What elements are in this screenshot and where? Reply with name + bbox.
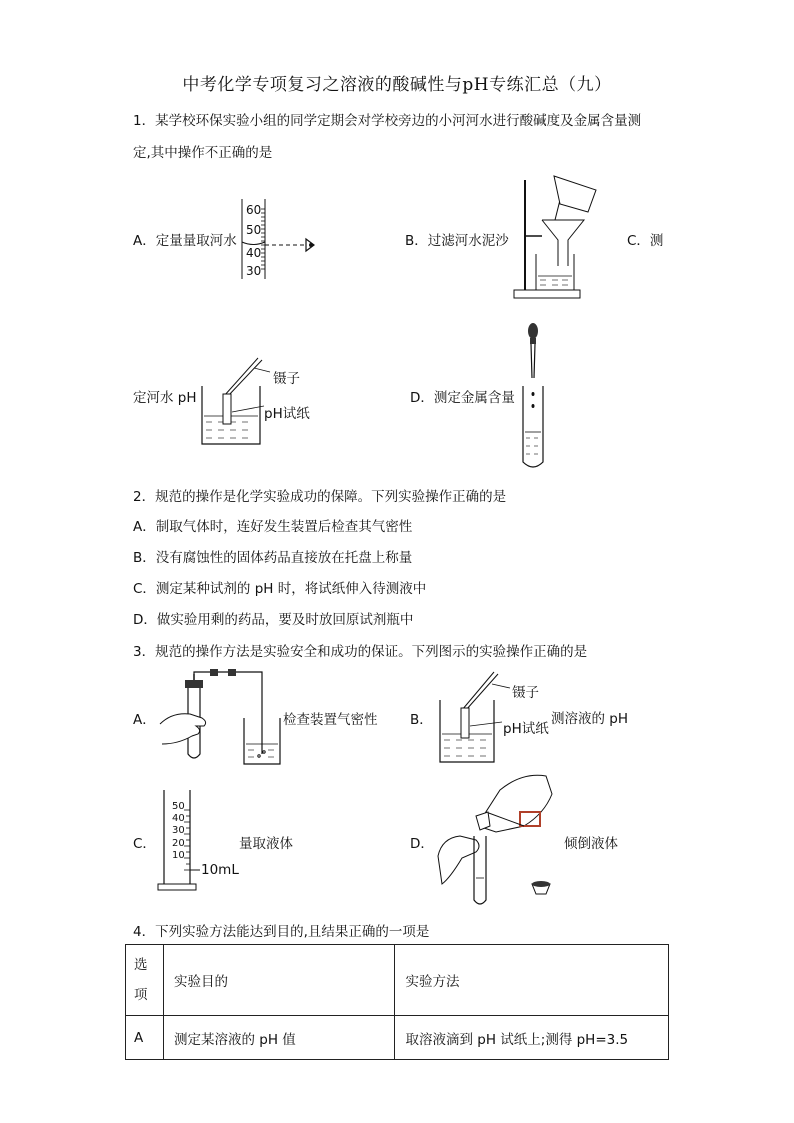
q3-b-label-ph-paper: pH试纸 <box>503 721 549 737</box>
q1-label-tweezers: 镊子 <box>273 371 300 387</box>
q4-table-header-row <box>126 945 669 1016</box>
q3-option-d-caption: 倾倒液体 <box>564 836 618 852</box>
q4-row-a-method: 取溶液滴到 pH 试纸上;测得 pH=3.5 <box>395 1016 669 1060</box>
q3-scale-40: 40 <box>172 813 185 825</box>
q3-scale-10: 10 <box>172 849 185 861</box>
q3-scale-20: 20 <box>172 837 185 849</box>
q1-label-ph-paper: pH试纸 <box>264 406 310 422</box>
q1-option-d: D．测定金属含量 <box>410 390 515 406</box>
q1-scale-60: 60 <box>246 203 262 217</box>
q1-scale-30: 30 <box>246 264 262 278</box>
q1-scale-40: 40 <box>246 246 262 260</box>
q2-option-d: D．做实验用剩的药品，要及时放回原试剂瓶中 <box>133 612 414 628</box>
q2-option-b: B．没有腐蚀性的固体药品直接放在托盘上称量 <box>133 550 413 566</box>
q3-airtightness-check-diagram <box>158 674 282 766</box>
q3-option-b-caption: 测溶液的 pH <box>551 711 629 727</box>
q1-option-a: A．定量量取河水 <box>133 233 237 249</box>
q4-header-purpose: 实验目的 <box>163 945 395 1016</box>
q3-option-c-caption: 量取液体 <box>239 836 293 852</box>
q4-header-method: 实验方法 <box>395 945 669 1016</box>
q3-option-c-letter: C． <box>133 836 156 852</box>
q4-header-option <box>126 945 164 1016</box>
q4-row-a-purpose: 测定某溶液的 pH 值 <box>163 1016 395 1060</box>
table-row <box>126 1016 669 1060</box>
q4-row-a-option: A <box>126 1016 164 1060</box>
q1-option-c-part1: C．测 <box>627 233 664 249</box>
q1-option-c-part2: 定河水 pH <box>133 390 197 406</box>
page-title: 中考化学专项复习之溶液的酸碱性与pH专练汇总（九） <box>182 75 612 95</box>
q2-option-a: A．制取气体时，连好发生装置后检查其气密性 <box>133 519 413 535</box>
q2-option-c: C．测定某种试剂的 pH 时，将试纸伸入待测液中 <box>133 581 427 597</box>
q3-b-label-tweezers: 镊子 <box>512 685 539 701</box>
q3-option-a-caption: 检查装置气密性 <box>283 712 378 728</box>
q3-cylinder-scale <box>172 801 185 862</box>
q4-stem: 4．下列实验方法能达到目的,且结果正确的一项是 <box>133 924 430 940</box>
q1-option-b: B．过滤河水泥沙 <box>405 233 509 249</box>
q3-scale-30: 30 <box>172 825 185 837</box>
q3-option-a-letter: A． <box>133 712 156 728</box>
q3-option-d-letter: D． <box>410 836 434 852</box>
q3-option-b-letter: B． <box>410 712 433 728</box>
q1-stem-line2: 定,其中操作不正确的是 <box>133 145 273 161</box>
q4-header-option-line2: 项 <box>134 987 148 1003</box>
q2-stem: 2．规范的操作是化学实验成功的保障。下列实验操作正确的是 <box>133 489 507 505</box>
q4-header-option-line1: 选 <box>134 957 148 973</box>
q1-filtration-diagram <box>512 176 612 300</box>
q3-stem: 3．规范的操作方法是实验安全和成功的保证。下列图示的实验操作正确的是 <box>133 644 588 660</box>
q1-stem-line1: 1．某学校环保实验小组的同学定期会对学校旁边的小河河水进行酸碱度及金属含量测 <box>133 113 642 129</box>
q3-cylinder-reading: 10mL <box>201 862 239 878</box>
q1-scale-50: 50 <box>246 223 262 237</box>
q3-pouring-liquid-diagram <box>432 768 556 908</box>
q1-dropper-test-tube-diagram <box>518 322 548 472</box>
q4-table <box>125 944 669 1060</box>
q3-scale-50: 50 <box>172 801 185 812</box>
